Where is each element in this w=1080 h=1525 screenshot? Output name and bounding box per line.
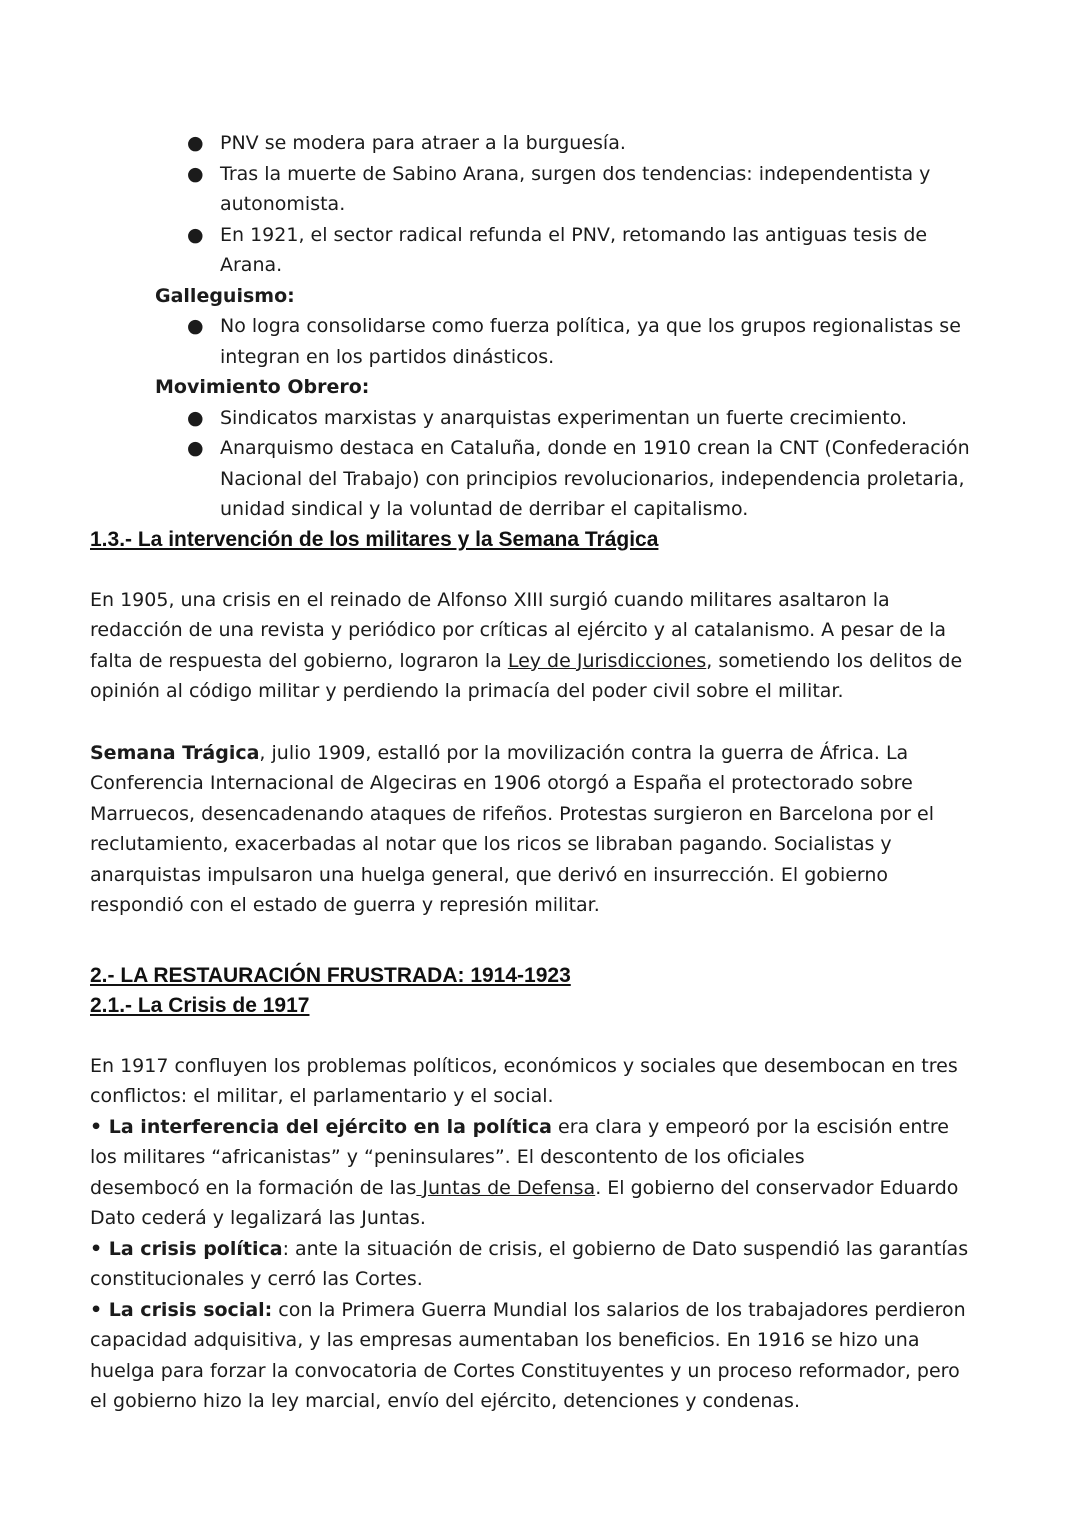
- galleguismo-heading: Galleguismo:: [155, 284, 295, 307]
- list-item-text: Sindicatos marxistas y anarquistas experimentan un fuerte crecimiento.: [220, 406, 908, 429]
- paragraph-text: . El gobierno del conservador Eduardo Dato cederá y legalizará las Juntas.: [90, 1176, 959, 1229]
- section-heading-2-1: 2.1.- La Crisis de 1917: [90, 993, 310, 1017]
- bullet-icon: ●: [187, 315, 204, 337]
- pnv-bullet-list: [90, 128, 970, 281]
- bullet-icon: ●: [187, 162, 204, 185]
- list-item: [90, 220, 970, 281]
- document-page: [90, 128, 970, 1417]
- paragraph-text: , julio 1909, estalló por la movilización contra la guerra de África. La Conferencia Internacional de Algeciras en 1906 otorgó a España el protectorado sobre Marruecos, desencadenando ataques de rifeños. Protestas surgieron en Barcelona por el reclutamiento, exacerbadas al notar que los ricos se libraban pagando. Socialistas y anarquistas impulsaron una huelga general, que derivó en insurrección. El gobierno respondió con el estado de guerra y represión militar.: [90, 741, 935, 916]
- bullet-icon: ●: [187, 437, 204, 459]
- section-heading-1-3: 1.3.- La intervención de los militares y la Semana Trágica: [90, 527, 659, 551]
- list-item-text: Anarquismo destaca en Cataluña, donde en 1910 crean la CNT (Confederación Nacional del Trabajo) con principios revolucionarios, independencia proletaria, unidad sindical y la voluntad de derribar el capitalismo.: [220, 437, 970, 520]
- paragraph-text: con la Primera Guerra Mundial los salarios de los trabajadores perdieron capacidad adquisitiva, y las empresas aumentaban los beneficios. En 1916 se hizo una huelga para forzar la convocatoria de Cortes Constituyentes y un proceso reformador, pero el gobierno hizo la ley marcial, envío del ejército, detenciones y condenas.: [90, 1298, 966, 1412]
- bullet-icon: ●: [187, 132, 204, 154]
- section-heading-2: 2.- LA RESTAURACIÓN FRUSTRADA: 1914-1923: [90, 963, 571, 987]
- paragraph-intro-1917: En 1917 confluyen los problemas políticos, económicos y sociales que desembocan en tres conflictos: el militar, el parlamentario y el social.: [90, 1054, 958, 1107]
- list-item: [90, 403, 970, 434]
- list-item: [90, 311, 970, 372]
- list-item: [90, 433, 970, 525]
- bullet-ejercito: [90, 1112, 970, 1234]
- bold-term: Semana Trágica: [90, 741, 260, 764]
- bullet-icon: ●: [187, 406, 204, 429]
- list-item: [90, 159, 970, 220]
- list-item-text: En 1921, el sector radical refunda el PNV, retomando las antiguas tesis de Arana.: [220, 223, 928, 276]
- paragraph-text: : ante la situación de crisis, el gobierno de Dato suspendió las garantías constitucionales y cerró las Cortes.: [90, 1237, 969, 1290]
- paragraph-1905: [90, 585, 970, 707]
- paragraph-text: En 1905, una crisis en el reinado de Alfonso XIII surgió cuando militares asaltaron la redacción de una revista y periódico por críticas al ejército y al catalanismo. A pesar de la falta de respuesta del gobierno, lograron la: [90, 588, 947, 672]
- juntas-defensa-link[interactable]: Juntas de Defensa: [416, 1176, 596, 1199]
- paragraph-text: desembocó en la formación de las: [90, 1176, 417, 1199]
- movimiento-obrero-heading: Movimiento Obrero:: [155, 376, 370, 398]
- ley-jurisdicciones-link[interactable]: Ley de Jurisdicciones: [507, 649, 707, 672]
- bold-term: • La crisis política: [90, 1237, 283, 1260]
- bold-term: • La crisis social:: [90, 1298, 273, 1321]
- list-item: [90, 128, 970, 159]
- bullet-crisis-social: [90, 1295, 970, 1417]
- list-item-text: Tras la muerte de Sabino Arana, surgen dos tendencias: independentista y autonomista.: [220, 162, 931, 215]
- list-item-text: PNV se modera para atraer a la burguesía.: [220, 132, 626, 154]
- paragraph-text: era clara y empeoró por la escisión entre los militares “africanistas” y “peninsulares”. El descontento de los oficiales: [90, 1115, 949, 1168]
- list-item-text: No logra consolidarse como fuerza política, ya que los grupos regionalistas se integran en los partidos dinásticos.: [220, 315, 961, 368]
- paragraph-semana-tragica: [90, 738, 970, 921]
- paragraph-text: , sometiendo los delitos de opinión al código militar y perdiendo la primacía del poder civil sobre el militar.: [90, 649, 963, 702]
- bullet-crisis-politica: [90, 1234, 970, 1295]
- bold-term: • La interferencia del ejército en la política: [90, 1115, 552, 1138]
- bullet-icon: ●: [187, 223, 204, 246]
